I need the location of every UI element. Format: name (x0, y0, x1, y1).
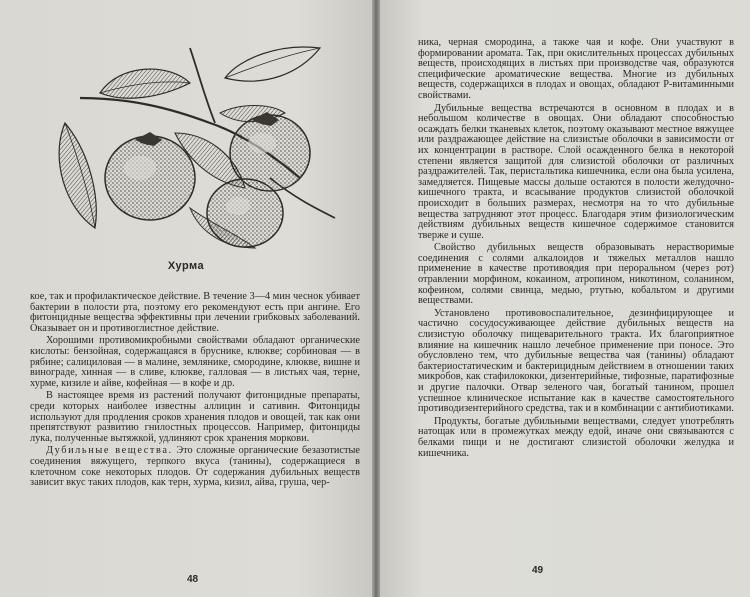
paragraph: Хорошими противомикробными свойствами обладают органические кислоты: бензойная, содержащаяся в бруснике, клюкве; сорбиновая — в рябине; салициловая — в малине, землянике, смородине, клюкве, вишне и винограде, хинная — в сливе, клюкве, галловая — в листьях чая, терне, хурме, кизиле и айве, кофейная — в кофе и др. (30, 335, 360, 389)
illustration-caption: Хурма (167, 260, 205, 272)
left-page (0, 0, 372, 597)
persimmon-illustration (40, 38, 340, 253)
paragraph (30, 446, 360, 488)
page-number-left: 48 (187, 574, 199, 585)
right-page-text (418, 38, 734, 459)
paragraph: кое, так и профилактическое действие. В течение 3—4 мин чеснок убивает бактерии в полости рта, поэтому его рекомендуют есть при ангине. Его фитонцидные вещества эффективны при лечении грибковых заболеваний. Оказывает он и противоглистное действие. (30, 291, 360, 334)
section-term: Дубильные вещества. (46, 445, 173, 457)
paragraph: Свойство дубильных веществ образовывать нерастворимые соединения с солями алкалоидов и тяжелых металлов нашло применение в качестве противоядия при пероральном (через рот) отравлении морфином, кокаином, атропином, никотином, соланином, кофеином, солями свинца, медью, ртутью, кобальтом и другими веществами. (418, 242, 734, 307)
book-gutter (372, 0, 380, 597)
page-number-right: 49 (532, 565, 544, 576)
right-page (380, 0, 750, 597)
paragraph: В настоящее время из растений получают фитонцидные препараты, среди которых наиболее известны аллицин и сативин. Фитонциды используют для продления сроков хранения плодов и овощей, так как они препятствуют развитию гнилостных процессов. Например, фитонциды лука, полученные вытяжкой, удлиняют срок хранения моркови. (30, 390, 360, 444)
paragraph: ника, черная смородина, а также чая и кофе. Они участвуют в формировании аромата. Так, при окислительных процессах дубильных веществ, происходящих в листьях при производстве чая, образуются специфические ароматические вещества. Многие из дубильных веществ, содержащихся в плодах и овощах, обладают Р-витаминными свойствами. (418, 37, 734, 101)
left-page-text (30, 292, 360, 489)
paragraph: Установлено противовоспалительное, дезинфицирующее и частично сосудосуживающее действие дубильных веществ на слизистую оболочку пищеварительного тракта. Их благоприятное влияние на кишечник нашло лечебное применение при поносе. Это обусловлено тем, что дубильные вещества чая (танины) обладают бактериостатическим и бактерицидным действием в отношении таких микробов, как стафилококки, дизентерийные, тифозные, паратифозные и другие палочки. Отвар зеленого чая, богатый танином, прошел успешное клиническое испытание как в качестве самостоятельного противодизентерийного средства, так и в комбинации с антибиотиками. (418, 307, 734, 415)
paragraph-text: Это сложные органические безазотистые соединения вяжущего, терпкого вкуса (танины), содержащиеся в клеточном соке некоторых плодов. От содержания дубильных веществ зависит вкус таких плодов, как терн, хурма, кизил, айва, груша, чер- (30, 445, 360, 489)
paragraph: Продукты, богатые дубильными веществами, следует употреблять натощак или в промежутках между едой, иначе они связываются с белками пищи и не достигают слизистой оболочки желудка и кишечника. (418, 415, 734, 459)
paragraph: Дубильные вещества встречаются в основном в плодах и в небольшом количестве в овощах. Они обладают способностью осаждать белки тканевых клеток, поэтому оказывают местное вяжущее или раздражающее действие на слизистые оболочки в зависимости от их концентрации в растворе. Слой осажденного белка в некоторой степени является защитой для слизистой оболочки от различных раздражителей. Так, перистальтика кишечника, если она была усилена, замедляется. Пищевые массы дольше остаются в полости желудочно-кишечного тракта, и всасывание продуктов слизистой оболочкой происходит в больших размерах, несмотря на то что дубильные вещества затрудняют этот процесс. Благодаря этим физиологическим действиям дубильных веществ кишечное содержимое становится тверже и суше. (418, 102, 734, 241)
